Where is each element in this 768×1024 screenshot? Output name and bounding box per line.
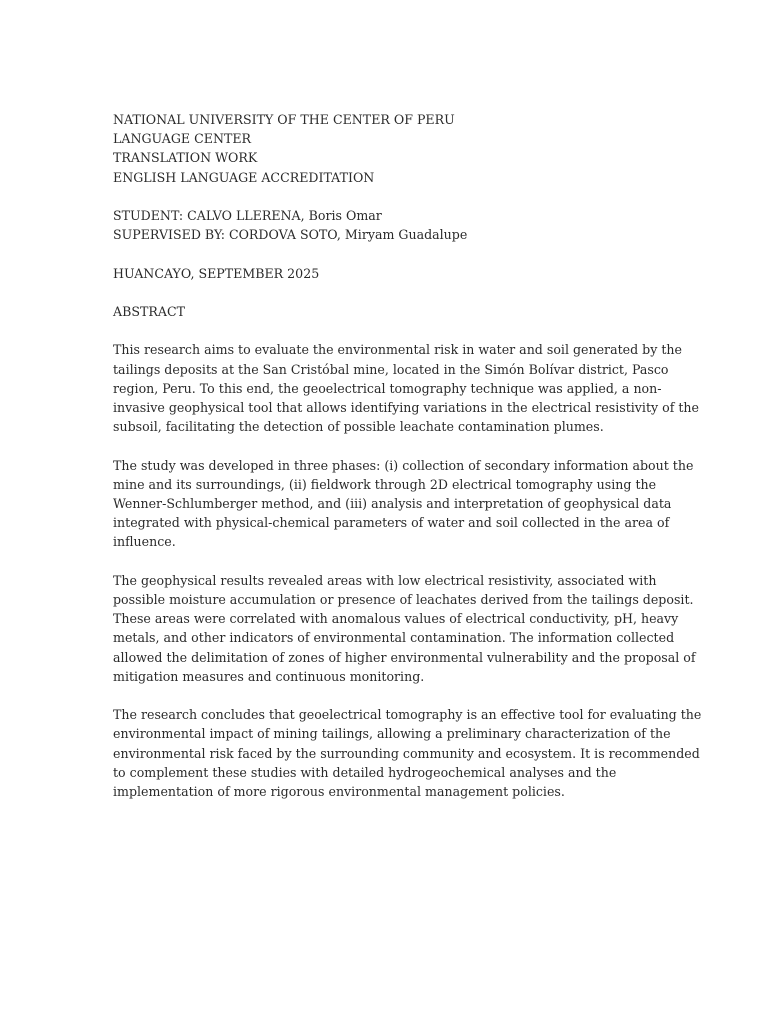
- spacer: [113, 552, 658, 571]
- institution-header: [113, 110, 658, 187]
- spacer: [113, 244, 658, 263]
- abstract-paragraph-2: [113, 456, 694, 552]
- spacer: [113, 436, 658, 455]
- abstract-paragraph-3: [113, 571, 696, 686]
- people-block: [113, 206, 658, 244]
- text-line: tailings deposits at the San Cristóbal mine, located in the Simón Bolívar district, Pasco: [113, 361, 669, 377]
- text-line: subsoil, facilitating the detection of possible leachate contamination plumes.: [113, 419, 604, 435]
- abstract-paragraph-4: [113, 705, 702, 801]
- supervisor-line: SUPERVISED BY: CORDOVA SOTO, Miryam Guadalupe: [113, 227, 468, 243]
- text-line: These areas were correlated with anomalous values of electrical conductivity, pH, heavy: [113, 611, 679, 627]
- accreditation: ENGLISH LANGUAGE ACCREDITATION: [113, 169, 375, 185]
- abstract-heading: ABSTRACT: [113, 303, 185, 319]
- text-line: The study was developed in three phases: (i) collection of secondary information about the: [113, 457, 694, 473]
- place-date: HUANCAYO, SEPTEMBER 2025: [113, 265, 320, 281]
- text-line: integrated with physical-chemical parameters of water and soil collected in the area of: [113, 515, 670, 531]
- document-body: [113, 110, 702, 801]
- student-line: STUDENT: CALVO LLERENA, Boris Omar: [113, 208, 382, 223]
- text-line: possible moisture accumulation or presence of leachates derived from the tailings deposit.: [113, 591, 694, 607]
- spacer: [113, 321, 658, 340]
- language-center: LANGUAGE CENTER: [113, 131, 252, 147]
- text-line: region, Peru. To this end, the geoelectrical tomography technique was applied, a non-: [113, 380, 662, 396]
- spacer: [113, 187, 658, 206]
- text-line: mine and its surroundings, (ii) fieldwork through 2D electrical tomography using the: [113, 476, 657, 492]
- text-line: influence.: [113, 534, 176, 550]
- text-line: metals, and other indicators of environmental contamination. The information collected: [113, 630, 675, 646]
- text-line: invasive geophysical tool that allows identifying variations in the electrical resistivity of the: [113, 399, 699, 415]
- spacer: [113, 686, 658, 705]
- text-line: allowed the delimitation of zones of higher environmental vulnerability and the proposal of: [113, 649, 696, 665]
- text-line: This research aims to evaluate the environmental risk in water and soil generated by the: [113, 342, 682, 358]
- text-line: environmental impact of mining tailings, allowing a preliminary characterization of the: [113, 726, 671, 742]
- text-line: implementation of more rigorous environmental management policies.: [113, 784, 565, 799]
- text-line: environmental risk faced by the surrounding community and ecosystem. It is recommended: [113, 745, 700, 761]
- text-line: The geophysical results revealed areas with low electrical resistivity, associated with: [113, 572, 657, 588]
- university-name: NATIONAL UNIVERSITY OF THE CENTER OF PERU: [113, 112, 455, 127]
- text-line: Wenner-Schlumberger method, and (iii) analysis and interpretation of geophysical data: [113, 495, 672, 511]
- text-line: to complement these studies with detailed hydrogeochemical analyses and the: [113, 764, 617, 780]
- work-type: TRANSLATION WORK: [113, 150, 258, 166]
- abstract-paragraph-1: [113, 340, 699, 436]
- text-line: mitigation measures and continuous monitoring.: [113, 668, 425, 684]
- text-line: The research concludes that geoelectrical tomography is an effective tool for evaluating the: [113, 707, 702, 723]
- spacer: [113, 283, 658, 302]
